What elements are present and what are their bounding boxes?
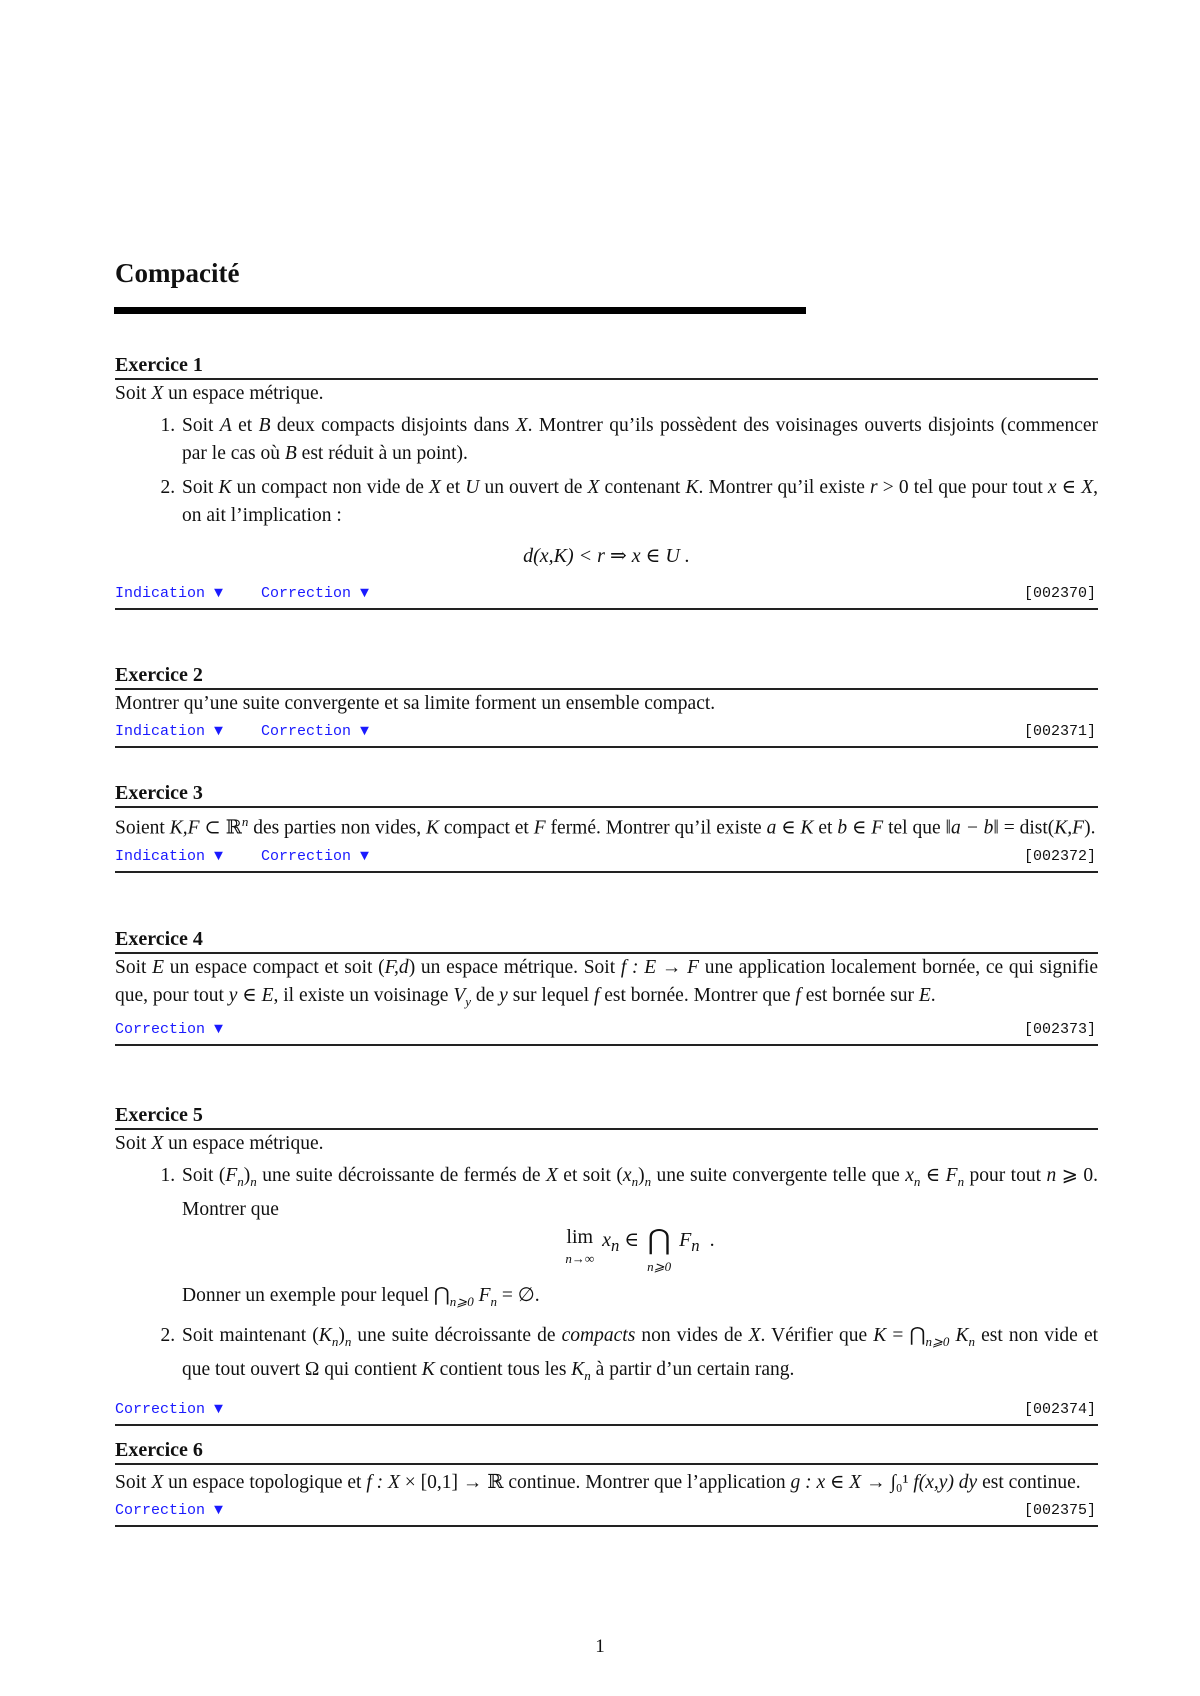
- text-segment: ⊂ ℝ: [199, 817, 242, 839]
- exercise-id: [002371]: [1023, 723, 1096, 740]
- exercise-2: [115, 662, 1098, 748]
- text-segment: compacts: [561, 1324, 636, 1346]
- text-segment: → ∫₀¹: [861, 1472, 914, 1493]
- exercise-heading: Exercice 3: [115, 780, 1098, 808]
- text-segment: A: [219, 415, 232, 436]
- exercise-links: [115, 843, 1098, 873]
- text-segment: K: [425, 817, 439, 839]
- exercise-items: [115, 412, 1098, 530]
- text-segment: × [0,1] → ℝ continue. Montrer que l’application: [399, 1472, 791, 1493]
- exercise-6: [115, 1437, 1098, 1527]
- text-segment: un espace métrique.: [163, 1133, 324, 1154]
- exercise-heading: Exercice 4: [115, 926, 1098, 954]
- text-segment: Soit: [182, 415, 220, 436]
- text-segment: est bornée. Montrer que: [599, 985, 796, 1006]
- text-segment: Soit: [115, 1472, 152, 1493]
- period: .: [709, 1228, 715, 1251]
- text-segment: compact et: [438, 817, 534, 839]
- text-segment: n: [237, 1173, 244, 1189]
- text-segment: de: [471, 985, 500, 1006]
- exercise-3: [115, 780, 1098, 873]
- indication-link[interactable]: Indication ▼: [115, 585, 224, 602]
- text-segment: a: [766, 817, 777, 839]
- correction-link[interactable]: Correction ▼: [115, 1502, 224, 1519]
- text-segment: n: [241, 814, 249, 829]
- text-segment: F: [533, 817, 546, 839]
- exercise-id: [002370]: [1023, 585, 1096, 602]
- text-segment: K: [955, 1324, 969, 1346]
- element-of: ∈: [624, 1228, 640, 1251]
- text-segment: contenant: [599, 477, 686, 498]
- correction-link[interactable]: Correction ▼: [261, 723, 370, 740]
- text-segment: des parties non vides,: [248, 817, 426, 839]
- exercise-heading: Exercice 1: [115, 352, 1098, 380]
- text-segment: E: [261, 985, 274, 1006]
- exercise-items: [115, 1162, 1098, 1390]
- text-segment: E: [152, 957, 165, 978]
- text-segment: K: [800, 817, 814, 839]
- text-segment: ): [338, 1324, 345, 1346]
- item-text: [182, 1165, 1098, 1220]
- text-segment: n: [344, 1333, 352, 1349]
- text-segment: X: [151, 383, 164, 404]
- text-segment: est bornée sur: [800, 985, 919, 1006]
- exercise-item: [180, 412, 1098, 468]
- text-segment: ) un espace métrique. Soit: [408, 957, 621, 978]
- text-segment: tel que ‖: [883, 817, 951, 839]
- text-segment: un espace compact et soit (: [164, 957, 385, 978]
- text-segment: ∈: [920, 1165, 946, 1186]
- text-segment: y: [228, 985, 238, 1006]
- text-segment: n⩾0: [449, 1293, 474, 1309]
- text-segment: Montrer qu’une suite convergente et sa limite forment un ensemble compact.: [115, 693, 716, 714]
- text-segment: K: [571, 1358, 585, 1380]
- text-segment: K: [685, 477, 699, 498]
- exercise-id: [002372]: [1023, 847, 1096, 865]
- text-segment: b: [837, 817, 848, 839]
- exercise-links: [115, 580, 1098, 610]
- text-segment: n: [250, 1173, 257, 1189]
- text-segment: , il existe un voisinage: [273, 985, 454, 1006]
- exercise-item: [180, 1162, 1098, 1316]
- text-segment: ).: [1084, 817, 1096, 839]
- text-segment: E: [918, 985, 931, 1006]
- text-segment: X: [849, 1472, 862, 1493]
- intersection-operator: ⋂: [647, 1224, 671, 1256]
- page-number: 1: [595, 1636, 605, 1657]
- text-segment: une application localement bornée, ce qui signifie que, pour tout: [115, 957, 1099, 1006]
- text-segment: ‖ = dist(: [993, 817, 1055, 839]
- text-segment: n: [957, 1173, 965, 1189]
- limit-display: [182, 1226, 1098, 1278]
- text-segment: X: [545, 1165, 558, 1186]
- intersection-subscript: n⩾0: [647, 1258, 672, 1274]
- text-segment: n: [1046, 1165, 1057, 1186]
- text-segment: .: [930, 985, 936, 1006]
- text-segment: f : X: [366, 1472, 400, 1493]
- exercise-links: [115, 718, 1098, 748]
- text-segment: sur lequel: [507, 985, 594, 1006]
- text-segment: et soit (: [557, 1165, 623, 1186]
- text-segment: à partir d’un certain rang.: [590, 1358, 795, 1380]
- text-segment: F: [225, 1165, 238, 1186]
- indication-link[interactable]: Indication ▼: [115, 847, 224, 865]
- text-segment: un ouvert de: [479, 477, 588, 498]
- text-segment: ⩾ 0. Montrer que: [182, 1165, 1098, 1220]
- exercise-links: [115, 1016, 1098, 1046]
- text-segment: F: [478, 1284, 491, 1306]
- text-segment: X: [151, 1133, 164, 1154]
- text-segment: , on ait l’implication :: [182, 477, 1098, 526]
- text-segment: r: [870, 477, 878, 498]
- text-segment: x: [622, 1165, 632, 1186]
- lim-subscript: n→∞: [565, 1250, 595, 1266]
- text-segment: Soit: [115, 957, 153, 978]
- correction-link[interactable]: Correction ▼: [115, 1400, 224, 1418]
- display-math: d(x,K) < r ⇒ x ∈ U .: [523, 545, 690, 567]
- exercise-intro: [115, 380, 1098, 408]
- text-segment: Soit (: [182, 1165, 226, 1186]
- text-segment: ): [243, 1165, 251, 1186]
- text-segment: un compact non vide de: [231, 477, 430, 498]
- exercise-intro: [115, 808, 1098, 843]
- text-segment: est réduit à un point).: [296, 443, 468, 464]
- exercise-4: [115, 926, 1098, 1046]
- set-variable: F: [679, 1228, 692, 1251]
- text-segment: n: [968, 1333, 976, 1349]
- exercise-heading: Exercice 5: [115, 1102, 1098, 1130]
- lim-operator: lim: [566, 1225, 594, 1248]
- exercise-heading: Exercice 6: [115, 1437, 1098, 1465]
- correction-link[interactable]: Correction ▼: [261, 847, 370, 865]
- text-segment: et: [231, 415, 259, 436]
- text-segment: un espace métrique.: [163, 383, 324, 404]
- text-segment: est non vide et que tout ouvert Ω qui contient: [182, 1324, 1099, 1380]
- exercise-id: [002373]: [1023, 1020, 1096, 1038]
- text-segment: f : E → F: [620, 957, 699, 978]
- text-segment: non vides de: [635, 1324, 749, 1346]
- exercise-intro: [115, 954, 1098, 1016]
- text-segment: contient tous les: [434, 1358, 572, 1380]
- text-segment: pour tout: [964, 1165, 1047, 1186]
- text-segment: V: [453, 985, 466, 1006]
- text-segment: n: [331, 1333, 339, 1349]
- text-segment: ∈: [847, 817, 872, 839]
- exercise-item: [180, 474, 1098, 530]
- exercise-id: [002374]: [1023, 1400, 1096, 1418]
- text-segment: = ⋂: [886, 1324, 926, 1346]
- text-segment: n: [631, 1173, 639, 1189]
- lim-variable: x: [602, 1228, 612, 1251]
- text-segment: . Montrer qu’ils possèdent des voisinages ouverts disjoints (commencer par le cas où: [182, 415, 1099, 464]
- text-segment: n: [584, 1367, 591, 1383]
- text-segment: ∈: [825, 1472, 850, 1493]
- text-segment: n: [913, 1173, 921, 1189]
- exercise-links: [115, 1396, 1098, 1426]
- text-segment: ∈: [237, 985, 262, 1006]
- text-segment: ∈: [1056, 477, 1082, 498]
- text-segment: K,F: [1054, 817, 1085, 839]
- title-rule: [114, 307, 806, 314]
- text-segment: une suite décroissante de: [351, 1324, 562, 1346]
- text-segment: B: [258, 415, 271, 436]
- text-segment: X: [151, 1472, 164, 1493]
- exercise-intro: [115, 1130, 1098, 1158]
- text-segment: f: [593, 985, 600, 1006]
- text-segment: f: [795, 985, 801, 1006]
- text-segment: x: [1047, 477, 1057, 498]
- text-segment: ∈: [776, 817, 801, 839]
- text-segment: B: [284, 443, 297, 464]
- text-segment: U: [465, 477, 480, 498]
- text-segment: X: [515, 415, 528, 436]
- text-segment: Soit: [182, 477, 219, 498]
- text-segment: Soit maintenant (: [182, 1324, 319, 1346]
- text-segment: K: [421, 1358, 435, 1380]
- text-segment: Donner un exemple pour lequel ⋂: [182, 1284, 450, 1306]
- text-segment: X: [1081, 477, 1094, 498]
- set-variable-sub: n: [691, 1235, 700, 1255]
- text-segment: Soient: [115, 817, 170, 839]
- text-segment: > 0 tel que pour tout: [877, 477, 1048, 498]
- text-segment: et: [813, 817, 838, 839]
- text-segment: un espace topologique et: [163, 1472, 367, 1493]
- correction-link[interactable]: Correction ▼: [115, 1020, 224, 1038]
- text-segment: K: [318, 1324, 332, 1346]
- exercise-heading: Exercice 2: [115, 662, 1098, 690]
- text-segment: F: [945, 1165, 958, 1186]
- text-segment: Soit: [115, 383, 152, 404]
- text-segment: X: [748, 1324, 761, 1346]
- text-segment: K: [218, 477, 232, 498]
- text-segment: Soit: [115, 1133, 152, 1154]
- text-segment: et: [440, 477, 466, 498]
- text-segment: . Vérifier que: [760, 1324, 874, 1346]
- text-segment: ): [638, 1165, 645, 1186]
- text-segment: F,d: [384, 957, 409, 978]
- text-segment: F: [871, 817, 884, 839]
- text-segment: n: [490, 1293, 497, 1309]
- text-segment: y: [499, 985, 508, 1006]
- text-segment: K,F: [169, 817, 200, 839]
- text-segment: K: [873, 1324, 887, 1346]
- text-segment: une suite convergente telle que: [651, 1165, 906, 1186]
- text-segment: une suite décroissante de fermés de: [256, 1165, 546, 1186]
- page-title: Compacité: [115, 258, 240, 288]
- text-segment: n⩾0: [925, 1333, 950, 1349]
- text-segment: X: [429, 477, 441, 498]
- lim-variable-sub: n: [611, 1235, 620, 1255]
- text-segment: g : x: [790, 1472, 826, 1493]
- text-segment: a − b: [950, 817, 994, 839]
- text-segment: . Montrer qu’il existe: [698, 477, 871, 498]
- exercise-item: [180, 1322, 1098, 1390]
- text-segment: n: [644, 1173, 652, 1189]
- text-segment: est continue.: [977, 1472, 1081, 1493]
- text-segment: X: [587, 477, 600, 498]
- exercise-links: [115, 1497, 1098, 1527]
- text-segment: fermé. Montrer qu’il existe: [545, 817, 767, 839]
- correction-link[interactable]: Correction ▼: [261, 585, 370, 602]
- text-segment: y: [465, 993, 472, 1009]
- example-text: [182, 1284, 540, 1309]
- text-segment: = ∅.: [497, 1284, 540, 1306]
- exercise-1: [115, 352, 1098, 610]
- exercise-intro: [115, 690, 1098, 718]
- text-segment: x: [905, 1165, 914, 1186]
- text-segment: deux compacts disjoints dans: [270, 415, 516, 436]
- text-segment: f(x,y) dy: [913, 1472, 978, 1493]
- exercise-id: [002375]: [1023, 1502, 1096, 1519]
- exercise-intro: [115, 1469, 1098, 1497]
- exercise-5: [115, 1102, 1098, 1426]
- indication-link[interactable]: Indication ▼: [115, 723, 224, 740]
